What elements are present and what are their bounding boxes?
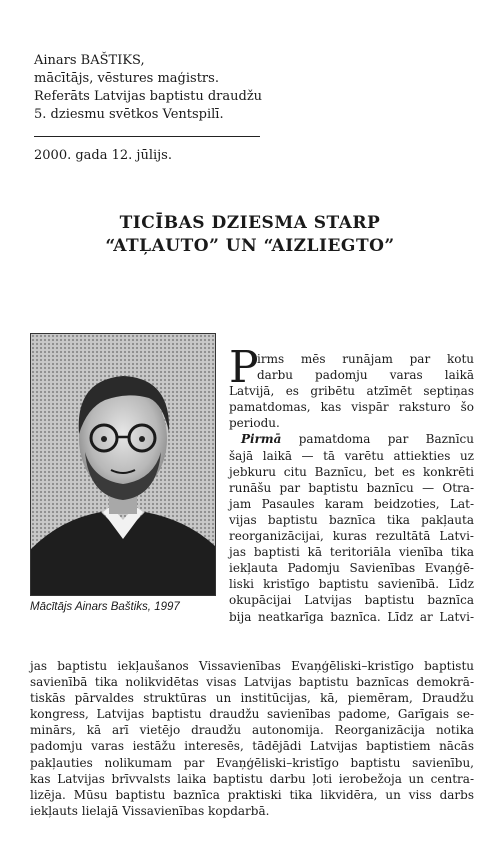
portrait-photo bbox=[30, 333, 216, 596]
text-line: liski kristīgo baptistu savienībā. Līdz bbox=[229, 577, 474, 592]
article-column-text bbox=[229, 351, 474, 625]
reference-line-1: Referāts Latvijas baptistu draudžu bbox=[34, 89, 263, 104]
text-line: kongress, Latvijas baptistu draudžu savienības padome, Garīgais se- bbox=[30, 707, 474, 722]
text-line: okupācijai Latvijas baptistu baznīca bbox=[229, 593, 474, 608]
text-line: savienībā tika nolikvidētas visas Latvijas baptistu baznīcas demokrā- bbox=[30, 675, 474, 690]
text-line: pakļauties nolikumam par Evaņģēliski–kristīgo baptistu savienību, bbox=[30, 755, 474, 770]
text-line bbox=[229, 431, 474, 447]
text-line: Latvijā, es gribētu atzīmēt septiņas bbox=[229, 384, 474, 399]
text-line: irms mēs runājam par kotu bbox=[257, 352, 474, 366]
text-line: jas baptistu iekļaušanos Vissavienības Evaņģēliski–kristīgo baptistu bbox=[30, 659, 474, 673]
title-line-2: “ATĻAUTO” UN “AIZLIEGTO” bbox=[105, 236, 395, 256]
text-line: periodu. bbox=[229, 416, 280, 431]
portrait-image bbox=[31, 334, 215, 595]
text-line: jebkuru citu Baznīcu, bet es konkrēti bbox=[229, 464, 474, 479]
text-line: reorganizācijai, kuras rezultātā Latvi- bbox=[229, 529, 474, 544]
author-name: Ainars BAŠTIKS, bbox=[34, 53, 145, 68]
date-line: 2000. gada 12. jūlijs. bbox=[34, 148, 172, 163]
text-line: pamatdomas, kas vispār raksturo šo bbox=[229, 400, 474, 415]
author-block bbox=[34, 52, 294, 124]
text-line: padomju varas iestāžu interesēs, tādējādi Latvijas baptistiem nācās bbox=[30, 739, 474, 754]
drop-cap: P bbox=[229, 342, 259, 393]
text-line: bija neatkarīga baznīca. Līdz ar Latvi- bbox=[229, 609, 474, 624]
text-fragment: pamatdoma par Baznīcu bbox=[281, 432, 474, 447]
photo-caption: Mācītājs Ainars Baštiks, 1997 bbox=[30, 601, 180, 613]
header-divider bbox=[34, 136, 260, 137]
emphasis-word: Pirmā bbox=[241, 432, 282, 447]
text-line: darbu padomju varas laikā bbox=[257, 368, 474, 383]
text-line: iekļauta Padomju Savienības Evaņģē- bbox=[229, 561, 474, 576]
author-role: mācītājs, vēstures maģistrs. bbox=[34, 71, 219, 86]
text-line: jam Pasaules karam beidzoties, Lat- bbox=[229, 496, 474, 511]
text-line: kas Latvijas brīvvalsts laika baptistu darbu ļoti ierobežoja un centra- bbox=[30, 771, 474, 786]
text-line: tiskās pārvaldes struktūras un institūcijas, kā, piemēram, Draudžu bbox=[30, 691, 474, 706]
text-line: iekļauts lielajā Vissavienības kopdarbā. bbox=[30, 803, 270, 818]
text-line: vijas baptistu baznīca tika pakļauta bbox=[229, 512, 474, 527]
article-full-width-text bbox=[30, 658, 474, 819]
text-line: lizēja. Mūsu baptistu baznīca praktiski tika likvidēra, un viss darbs bbox=[30, 787, 474, 802]
reference-line-2: 5. dziesmu svētkos Ventspilī. bbox=[34, 107, 224, 122]
article-title bbox=[60, 212, 440, 258]
text-line: šajā laikā — tā varētu attiekties uz bbox=[229, 448, 474, 463]
title-line-1: TICĪBAS DZIESMA STARP bbox=[119, 213, 381, 233]
text-line: minārs, kā arī vietējo draudžu autonomija. Reorganizācija notika bbox=[30, 723, 474, 738]
text-line: runāšu par baptistu baznīcu — Otra- bbox=[229, 480, 474, 495]
text-line: jas baptisti kā teritoriāla vienība tika bbox=[229, 545, 474, 560]
